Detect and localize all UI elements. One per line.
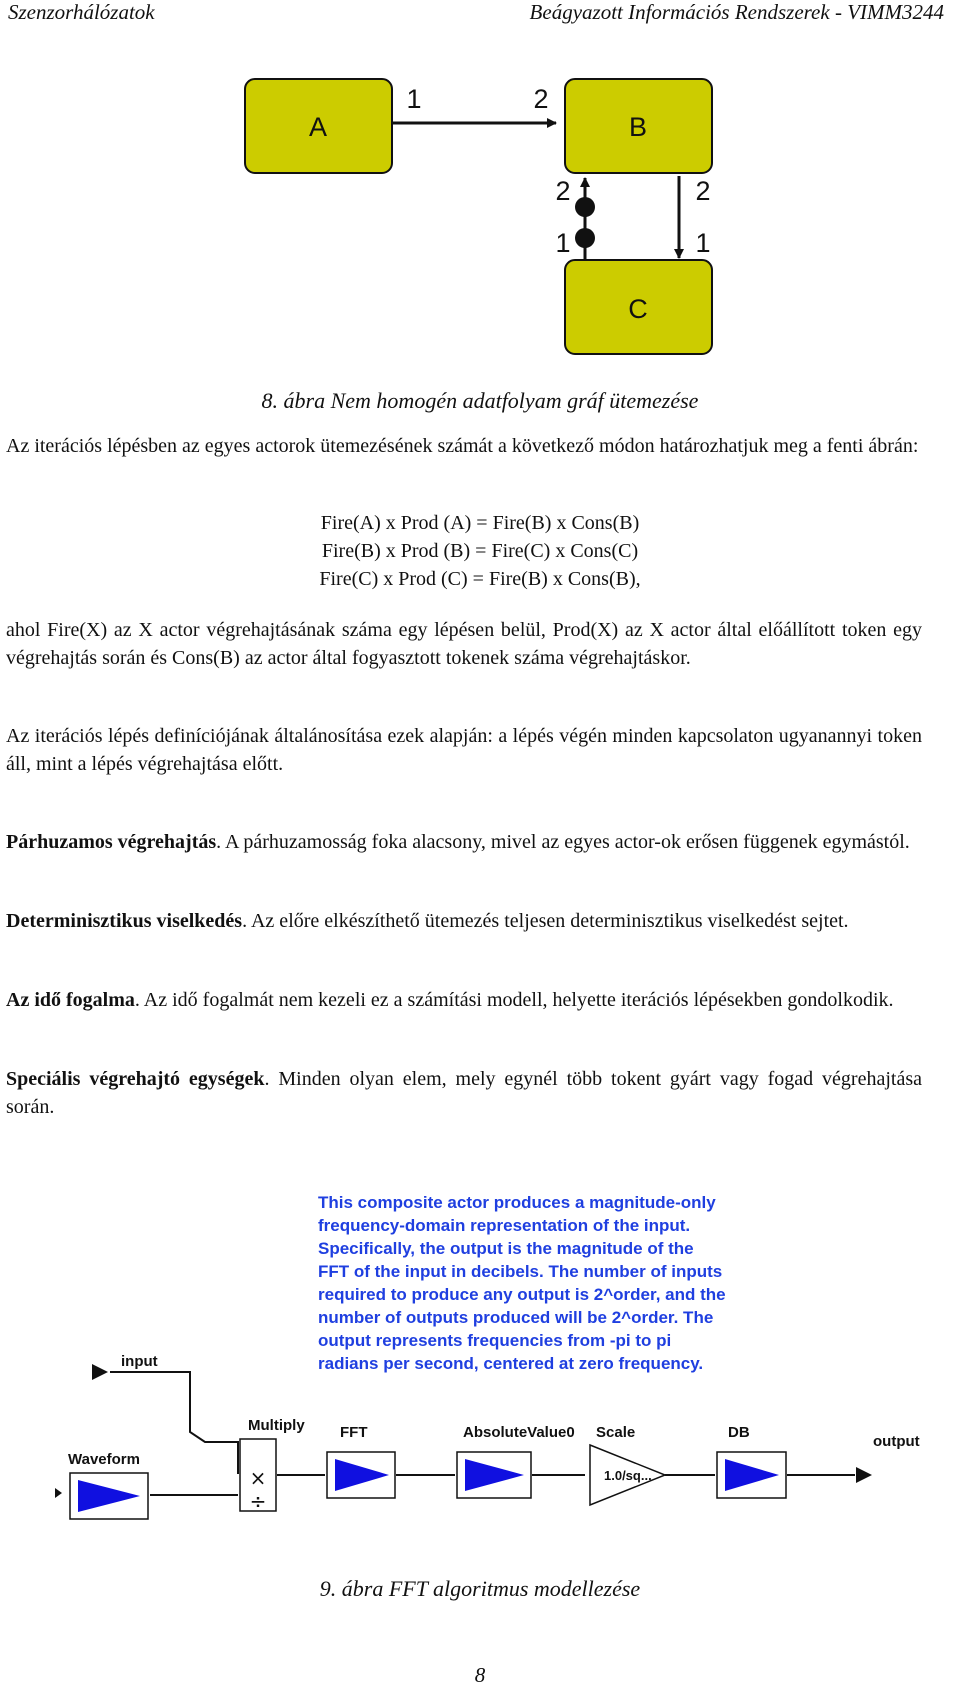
- rate-cb-in: 2: [555, 176, 571, 206]
- section-deterministic: [6, 907, 922, 935]
- fft-label: FFT: [340, 1424, 368, 1441]
- equation-2: Fire(B) x Prod (B) = Fire(C) x Cons(C): [321, 540, 639, 562]
- rate-bc-out: 2: [695, 176, 711, 206]
- annotation-line-3: Specifically, the output is the magnitude of the: [318, 1239, 694, 1258]
- scale-value: 1.0/sq...: [604, 1468, 652, 1483]
- figure-8-caption: 8. ábra Nem homogén adatfolyam gráf ütemezése: [261, 388, 699, 413]
- section-special-units-title: Speciális végrehajtó egységek: [6, 1068, 265, 1090]
- multiply-icon: ×: [249, 1466, 267, 1490]
- absolute-label: AbsoluteValue0: [463, 1424, 575, 1441]
- input-label: input: [121, 1353, 158, 1370]
- annotation-line-7: output represents frequencies from -pi to pi: [318, 1331, 672, 1350]
- figure-9-diagram: [0, 1180, 960, 1520]
- section-special-units: [6, 1065, 922, 1121]
- node-c-label: C: [628, 294, 648, 324]
- waveform-trigger-icon: [55, 1488, 62, 1498]
- annotation-line-2: frequency-domain representation of the input.: [318, 1216, 691, 1235]
- annotation-line-1: This composite actor produces a magnitude-only: [318, 1193, 716, 1212]
- paragraph-2: ahol Fire(X) az X actor végrehajtásának száma egy lépésen belül, Prod(X) az X actor által előállított token egy végrehajtás során és Cons(B) az actor által fogyasztott tokenek száma végrehajtáskor.: [6, 619, 922, 669]
- header-left: Szenzorhálózatok: [8, 0, 155, 24]
- equation-3: Fire(C) x Prod (C) = Fire(B) x Cons(B),: [319, 568, 641, 590]
- scale-label: Scale: [596, 1424, 636, 1441]
- header-right: Beágyazott Információs Rendszerek - VIMM3244: [529, 0, 944, 24]
- node-b-label: B: [628, 112, 648, 142]
- db-label: DB: [728, 1424, 750, 1441]
- annotation-line-4: FFT of the input in decibels. The number of inputs: [318, 1262, 723, 1281]
- waveform-label: Waveform: [68, 1451, 140, 1468]
- page-number: 8: [474, 1663, 486, 1687]
- equation-1: Fire(A) x Prod (A) = Fire(B) x Cons(B): [320, 512, 640, 534]
- annotation-line-6: number of outputs produced will be 2^order. The: [318, 1308, 714, 1327]
- rate-cb-out: 1: [555, 228, 571, 258]
- annotation-line-5: required to produce any output is 2^order, and the: [318, 1285, 726, 1304]
- input-port-icon: [92, 1364, 108, 1380]
- multiply-label: Multiply: [248, 1417, 305, 1434]
- annotation-line-8: radians per second, centered at zero frequency.: [318, 1354, 704, 1373]
- paragraph-1: Az iterációs lépésben az egyes actorok ütemezésének számát a következő módon határozhatjuk meg a fenti ábrán:: [6, 435, 919, 457]
- token-1: [575, 197, 595, 217]
- figure-9-caption: 9. ábra FFT algoritmus modellezése: [319, 1576, 641, 1601]
- section-special-units-text: . Minden olyan elem, mely egynél több tokent gyárt vagy fogad végrehajtása során.: [6, 1068, 922, 1118]
- node-a-label: A: [308, 112, 328, 142]
- token-2: [575, 228, 595, 248]
- output-port-icon: [856, 1467, 872, 1483]
- section-deterministic-text: . Az előre elkészíthető ütemezés teljesen determinisztikus viselkedést sejtet.: [242, 910, 849, 932]
- section-parallel: [6, 828, 922, 856]
- figure-8-graph: [0, 60, 960, 360]
- rate-bc-in: 1: [695, 228, 711, 258]
- section-time-text: . Az idő fogalmát nem kezeli ez a számítási modell, helyette iterációs lépésekben gondolkodik.: [134, 989, 894, 1011]
- section-time-title: Az idő fogalma: [6, 989, 135, 1011]
- rate-ab-in: 2: [533, 84, 549, 114]
- output-label: output: [873, 1433, 920, 1450]
- annotation-block: [318, 1193, 726, 1373]
- rate-ab-out: 1: [406, 84, 422, 114]
- divide-icon: ÷: [249, 1489, 267, 1513]
- section-time: [6, 986, 922, 1014]
- section-parallel-text: . A párhuzamosság foka alacsony, mivel az egyes actor-ok erősen függenek egymástól.: [216, 831, 910, 853]
- section-deterministic-title: Determinisztikus viselkedés: [6, 910, 243, 932]
- section-parallel-title: Párhuzamos végrehajtás: [6, 831, 217, 853]
- paragraph-3: Az iterációs lépés definíciójának általánosítása ezek alapján: a lépés végén minden kapcsolaton ugyanannyi token áll, mint a lépés végrehajtása előtt.: [6, 725, 922, 775]
